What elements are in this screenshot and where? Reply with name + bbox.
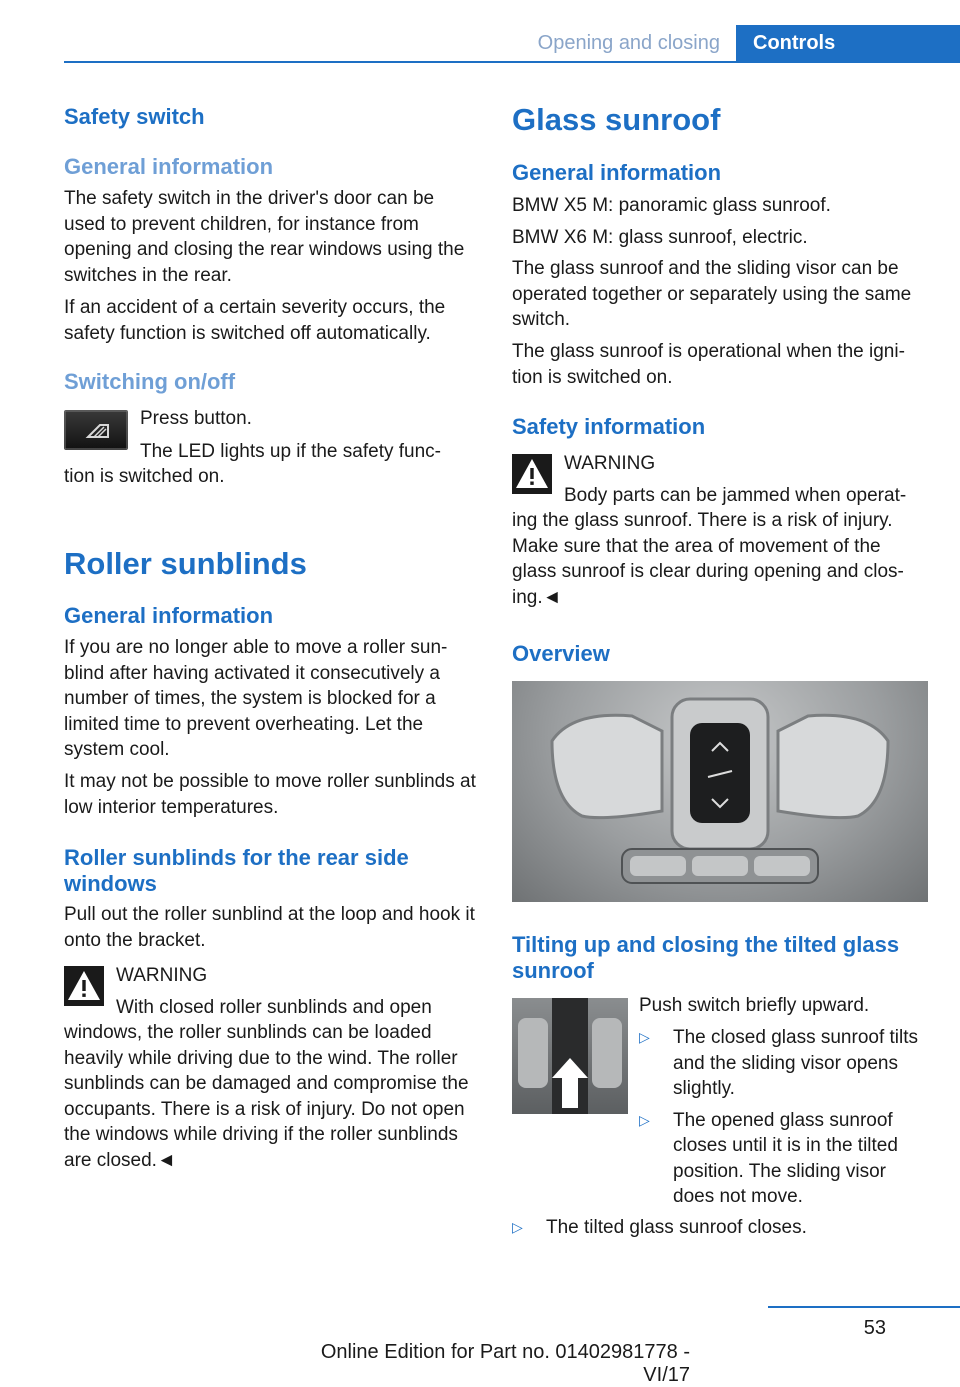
sunroof-general-heading: General information	[512, 160, 722, 185]
sunroof-warning-text: ing the glass sunroof. There is a risk of injury. Make sure that the area of movement of the glass sunroof is clear during opening and clos‐ ing.◄	[512, 510, 904, 608]
warning-icon	[512, 454, 552, 494]
sunroof-warning-line1: Body parts can be jammed when operat‐	[564, 485, 907, 506]
safety-button-icon	[64, 410, 128, 450]
safety-switch-p2: If an accident of a certain severity occurs, the safety function is switched off automatically.	[64, 297, 446, 344]
safety-switch-general-heading: General information	[64, 154, 274, 179]
header-section-title: Opening and closing	[537, 32, 720, 54]
switching-heading: Switching on/off	[64, 369, 236, 394]
press-button-text: Press button.	[140, 408, 252, 429]
led-text-line1: The LED lights up if the safety func‐	[140, 441, 441, 462]
bullet-marker-icon: ▷	[639, 1029, 650, 1045]
roller-warning-label: WARNING	[116, 965, 208, 986]
roller-p2: It may not be possible to move roller sunblinds at low interior temperatures.	[64, 771, 476, 818]
list-item: ▷ The opened glass sunroof closes until it is in the tilted position. The sliding visor does not move.	[639, 1109, 898, 1207]
warning-icon	[64, 966, 104, 1006]
page-number: 53	[863, 1317, 886, 1339]
tilt-bullet-list-2	[512, 1215, 928, 1241]
overview-heading: Overview	[512, 641, 610, 666]
roller-general-heading: General information	[64, 603, 274, 628]
list-item: ▷ The tilted glass sunroof closes.	[512, 1215, 928, 1241]
safety-switch-title: Safety switch	[64, 104, 205, 129]
footer-rule	[768, 1306, 960, 1308]
roller-p1: If you are no longer able to move a roller sun‐ blind after having activated it consecutively a number of times, the system is blocked for a limited time to prevent overheating. Let the system cool.	[64, 637, 448, 760]
roller-warning-line1: With closed roller sunblinds and open	[116, 997, 432, 1018]
sunroof-p2: The glass sunroof is operational when the igni‐ tion is switched on.	[512, 341, 905, 388]
push-switch-text: Push switch briefly upward.	[639, 995, 870, 1016]
edition-text: Online Edition for Part no. 01402981778 - VI/17	[320, 1341, 690, 1386]
tilt-bullet-list	[639, 1025, 929, 1210]
sunroof-warning-label: WARNING	[564, 453, 656, 474]
safety-information-heading: Safety information	[512, 414, 706, 439]
list-item: ▷ The closed glass sunroof tilts and the sliding visor opens slightly.	[639, 1027, 919, 1099]
sunroof-p1: The glass sunroof and the sliding visor can be operated together or separately using the same switch.	[512, 258, 912, 330]
header-rule	[64, 61, 960, 63]
header-tab-controls: Controls	[736, 25, 960, 63]
roller-sunblinds-title: Roller sunblinds	[64, 546, 307, 581]
sunroof-switch-thumbnail	[512, 998, 628, 1114]
safety-switch-p1: The safety switch in the driver's door can be used to prevent children, for instance from opening and closing the rear windows using the switches in the rear.	[64, 188, 465, 286]
glass-sunroof-title: Glass sunroof	[512, 102, 721, 137]
bullet-marker-icon: ▷	[639, 1111, 650, 1128]
bullet-marker-icon: ▷	[512, 1219, 523, 1235]
sunroof-overview-photo	[512, 681, 928, 902]
roller-p3: Pull out the roller sunblind at the loop and hook it onto the bracket.	[64, 904, 475, 951]
led-text-line2: tion is switched on.	[64, 466, 225, 487]
rear-side-windows-heading: Roller sunblinds for the rear side windows	[64, 845, 409, 896]
tilting-heading: Tilting up and closing the tilted glass sunroof	[512, 932, 900, 983]
x6-text: BMW X6 M: glass sunroof, electric.	[512, 227, 808, 248]
x5-text: BMW X5 M: panoramic glass sunroof.	[512, 195, 831, 216]
roller-warning-text: windows, the roller sunblinds can be loaded heavily while driving due to the wind. The roller sunblinds can be damaged and compromise the occupants. There is a risk of injury. Do not open the windows while driving if the roller sunblinds are closed.◄	[64, 1022, 469, 1171]
